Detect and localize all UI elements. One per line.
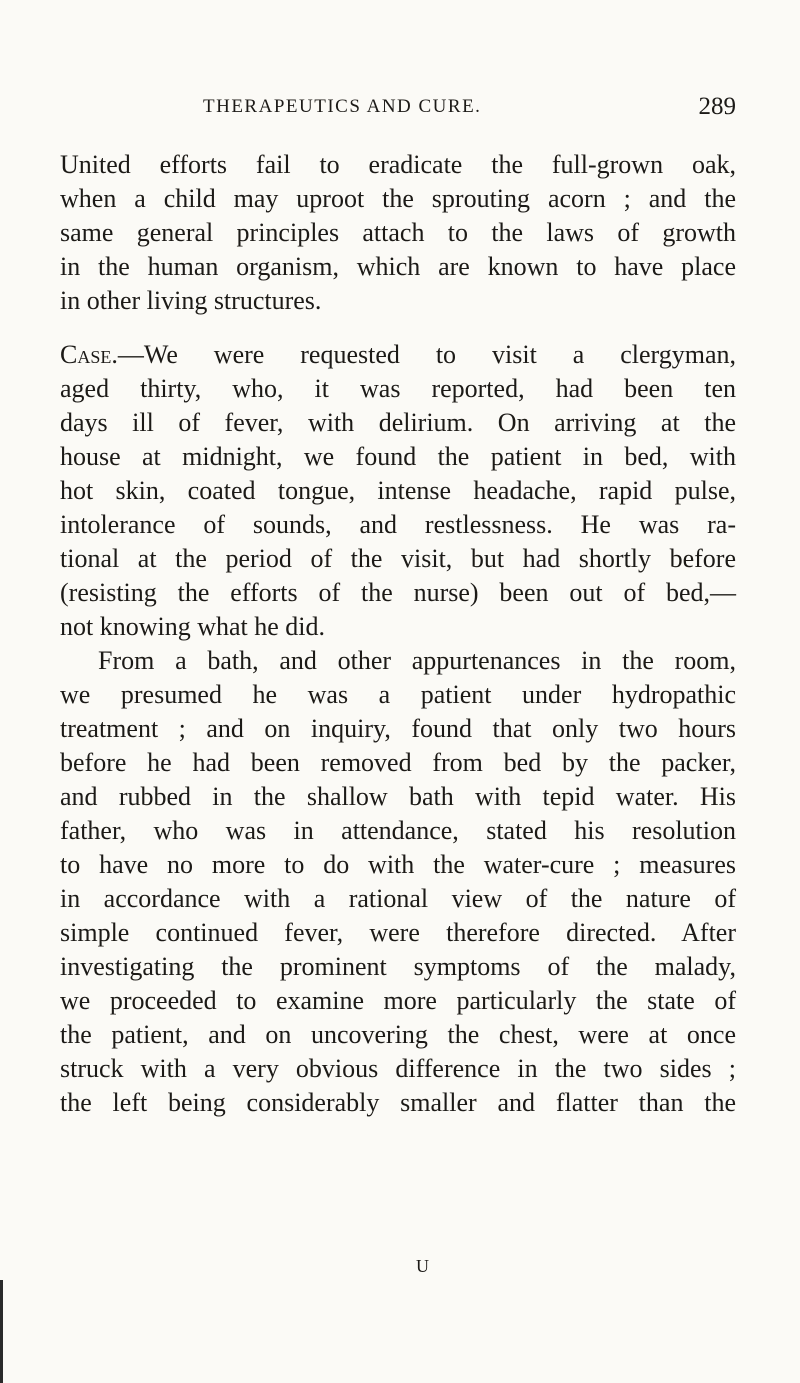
text-line: (resisting the efforts of the nurse) been out of bed,— — [60, 578, 736, 607]
text-line: days ill of fever, with delirium. On arriving at the — [60, 408, 736, 437]
text-line: when a child may uproot the sprouting acorn ; and the — [60, 184, 736, 213]
paragraph-gap — [60, 318, 736, 338]
text-line: United efforts fail to eradicate the full-grown oak, — [60, 150, 736, 179]
text-line: to have no more to do with the water-cure ; measures — [60, 850, 736, 879]
text-line: and rubbed in the shallow bath with tepid water. His — [60, 782, 736, 811]
text-line: house at midnight, we found the patient in bed, with — [60, 442, 736, 471]
text-line: in accordance with a rational view of the nature of — [60, 884, 736, 913]
running-title: THERAPEUTICS AND CURE. — [203, 96, 482, 117]
text-line: in other living structures. — [60, 286, 322, 315]
text-line: the left being considerably smaller and flatter than the — [60, 1088, 736, 1117]
text-line — [60, 338, 736, 372]
running-head — [60, 93, 736, 124]
text-line: father, who was in attendance, stated his resolution — [60, 816, 736, 845]
body-text — [60, 148, 736, 1120]
text-line: before he had been removed from bed by the packer, — [60, 748, 736, 777]
text-line: treatment ; and on inquiry, found that only two hours — [60, 714, 736, 743]
text-line: simple continued fever, were therefore directed. After — [60, 918, 736, 947]
text-line: same general principles attach to the laws of growth — [60, 218, 736, 247]
text-line: aged thirty, who, it was reported, had been ten — [60, 374, 736, 403]
case-heading: Case. — [60, 340, 118, 369]
text-line: in the human organism, which are known to have place — [60, 252, 736, 281]
page-number: 289 — [698, 93, 736, 120]
text-line: investigating the prominent symptoms of the malady, — [60, 952, 736, 981]
text-line: not knowing what he did. — [60, 612, 326, 641]
binding-edge — [0, 1280, 3, 1383]
text-line: intolerance of sounds, and restlessness. He was ra- — [60, 510, 736, 539]
text-line: we presumed he was a patient under hydropathic — [60, 680, 736, 709]
text-line: struck with a very obvious difference in the two sides ; — [60, 1054, 736, 1083]
text-line: tional at the period of the visit, but had shortly before — [60, 544, 736, 573]
signature-mark: U — [416, 1256, 429, 1276]
text-line: we proceeded to examine more particularly the state of — [60, 986, 736, 1015]
text-line: From a bath, and other appurtenances in the room, — [98, 646, 736, 675]
text-line: the patient, and on uncovering the chest, were at once — [60, 1020, 736, 1049]
text-line: hot skin, coated tongue, intense headache, rapid pulse, — [60, 476, 736, 505]
text-line-rest: —We were requested to visit a clergyman, — [117, 340, 736, 369]
